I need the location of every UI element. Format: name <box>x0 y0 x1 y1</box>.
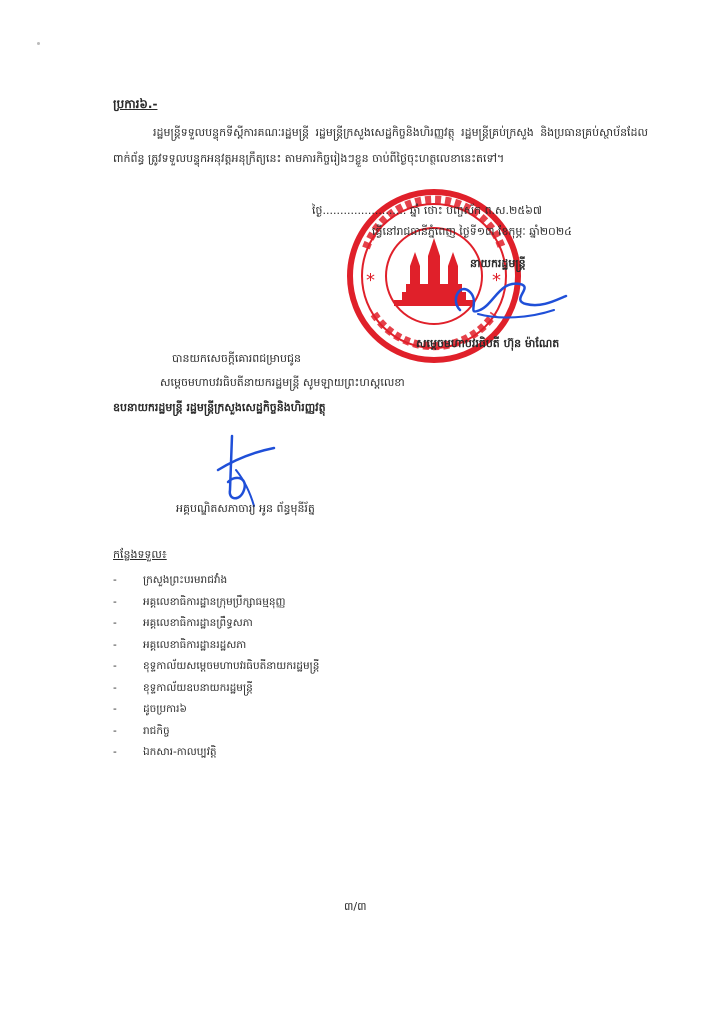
recipients-heading: កន្លែងទទួល៖ <box>113 548 167 561</box>
report-line-2: សម្តេចមហាបវរធិបតីនាយករដ្ឋមន្ត្រី សូមឡាយព្រះហស្តលេខា <box>160 376 405 389</box>
bullet: - <box>113 703 117 715</box>
report-line-3: ឧបនាយករដ្ឋមន្ត្រី រដ្ឋមន្ត្រីក្រសួងសេដ្ឋកិច្ចនិងហិរញ្ញវត្ថុ <box>113 401 326 414</box>
list-item: - អគ្គលេខាធិការដ្ឋានក្រុមប្រឹក្សាធម្មនុញ្ញ <box>113 592 319 614</box>
prime-minister-signature-icon <box>430 270 570 330</box>
recipients-list <box>113 570 319 764</box>
signatory-name: សម្តេចមហាបវរធិបតី ហ៊ុន ម៉ាណែត <box>416 337 560 350</box>
list-item: - ខុទ្ទកាល័យឧបនាយករដ្ឋមន្ត្រី <box>113 678 319 700</box>
article-heading: ប្រការ៦.- <box>113 97 158 111</box>
bullet: - <box>113 660 117 672</box>
date-lunar: ថ្ងៃ........................ ឆ្នាំ ថោះ បញ្ចស័ក ព.ស.២៥៦៧ <box>312 204 542 217</box>
scan-speck <box>37 42 40 45</box>
bullet: - <box>113 617 117 629</box>
signatory-title: នាយករដ្ឋមន្ត្រី <box>470 257 526 270</box>
deputy-signature-icon <box>210 430 280 510</box>
list-item: - អគ្គលេខាធិការដ្ឋានព្រឹទ្ធសភា <box>113 613 319 635</box>
secretary-name: អគ្គបណ្ឌិតសភាចារ្យ អូន ព័ន្ធមុនីរ័ត្ន <box>176 502 315 515</box>
date-solar: ធ្វើនៅរាជធានីភ្នំពេញ ថ្ងៃទី១៣ ខែកុម្ភៈ ឆ្នាំ២០២៤ <box>372 225 572 238</box>
list-item: - ឯកសារ-កាលប្បវត្តិ <box>113 742 319 764</box>
list-item: - ក្រសួងព្រះបរមរាជវាំង <box>113 570 319 592</box>
bullet: - <box>113 638 117 651</box>
bullet: - <box>113 574 117 586</box>
svg-text:*: * <box>492 270 501 291</box>
svg-text:*: * <box>366 270 375 291</box>
article-body: រដ្ឋមន្ត្រីទទួលបន្ទុកទីស្តីការគណៈរដ្ឋមន្ត្រី រដ្ឋមន្ត្រីក្រសួងសេដ្ឋកិច្ចនិងហិរញ្ញវត្ថុ រដ្ឋមន្ត្រីគ្រប់ក្រសួង និងប្រធានគ្រប់ស្ថាប័នដែលពាក់ព័ន្ធ ត្រូវទទួលបន្ទុកអនុវត្តអនុក្រឹត្យនេះ តាមភារកិច្ចរៀងៗខ្លួន ចាប់ពីថ្ងៃចុះហត្ថលេខានេះតទៅ។ <box>113 126 648 165</box>
bullet: - <box>113 724 117 737</box>
bullet: - <box>113 681 117 694</box>
list-item: - ខុទ្ទកាល័យសម្តេចមហាបវរធិបតីនាយករដ្ឋមន្ត្រី <box>113 656 319 678</box>
list-item: - រាជកិច្ច <box>113 721 319 743</box>
page-number: ៣/៣ <box>344 900 367 913</box>
bullet: - <box>113 746 117 758</box>
list-item: - អគ្គលេខាធិការដ្ឋានរដ្ឋសភា <box>113 635 319 657</box>
report-line-1: បានយកសេចក្តីគោរពជម្រាបជូន <box>172 352 301 365</box>
bullet: - <box>113 595 117 608</box>
list-item: - ដូចប្រការ៦ <box>113 699 319 721</box>
